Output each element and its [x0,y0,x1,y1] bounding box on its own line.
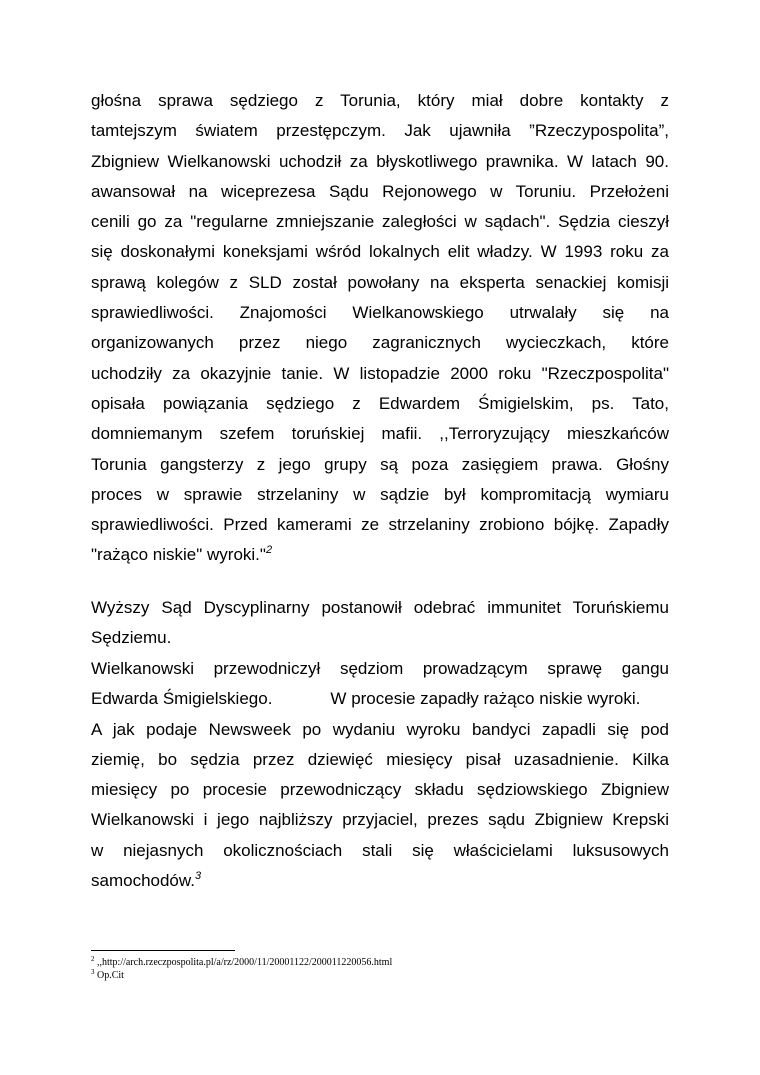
footnote-separator [91,950,235,951]
footnote [91,956,392,969]
text-line: domniemanym szefem toruńskiej mafii. ,,Terroryzujący mieszkańców [91,424,669,444]
paragraph-gang-trial [91,654,669,896]
text-line: Wielkanowski przewodniczył sędziom prowadzącym sprawę gangu [91,659,669,678]
text-fragment: "rażąco niskie" wyroki." [91,545,266,565]
text-line: cenili go za "regularne zmniejszanie zaległości w sądach". Sędzia cieszył [91,212,669,232]
text-line-split [91,684,669,714]
paragraph-disciplinary-court [91,593,669,654]
text-line-last [91,540,669,570]
text-line: sprawiedliwości. Przed kamerami ze strzelaniny zrobiono bójkę. Zapadły [91,515,669,535]
text-line: Wielkanowski i jego najbliższy przyjaciel, prezes sądu Zbigniew Krepski [91,810,669,830]
text-line: Wyższy Sąd Dyscyplinarny postanowił odebrać immunitet Toruńskiemu [91,598,669,617]
text-line: organizowanych przez niego zagranicznych wycieczkach, które [91,333,669,353]
text-line: sprawiedliwości. Znajomości Wielkanowskiego utrwalały się na [91,303,669,323]
text-line: miesięcy po procesie przewodniczący składu sędziowskiego Zbigniew [91,780,669,800]
text-line-last [91,866,669,896]
text-fragment: W procesie zapadły rażąco niskie wyroki. [330,689,641,709]
paragraph-toruń-judge [91,86,669,571]
text-fragment: Edwarda Śmigielskiego. [91,689,273,709]
text-line: A jak podaje Newsweek po wydaniu wyroku bandyci zapadli się pod [91,719,669,739]
footnote-reference[interactable]: 2 [265,544,273,557]
text-line: tamtejszym światem przestępczym. Jak ujawniła ”Rzeczypospolita”, [91,121,669,141]
footnote-text: Op.Cit [97,970,124,981]
footnotes [91,956,392,982]
text-line: uchodziły za okazyjnie tanie. W listopadzie 2000 roku "Rzeczpospolita" [91,363,669,383]
footnote-reference[interactable]: 3 [194,870,202,883]
text-line: sprawą kolegów z SLD został powołany na eksperta senackiej komisji [91,272,669,292]
text-line: w niejasnych okolicznościach stali się właścicielami luksusowych [91,840,669,860]
text-line: głośna sprawa sędziego z Torunia, który miał dobre kontakty z [91,91,669,110]
text-line: proces w sprawie strzelaniny w sądzie był kompromitacją wymiaru [91,484,669,504]
text-line: Torunia gangsterzy z jego grupy są poza zasięgiem prawa. Głośny [91,454,669,474]
text-line: awansował na wiceprezesa Sądu Rejonowego w Toruniu. Przełożeni [91,181,669,201]
footnote-link[interactable]: ,,http://arch.rzeczpospolita.pl/a/rz/2000/11/20001122/200011220056.html [97,957,393,968]
text-line: ziemię, bo sędzia przez dziewięć miesięcy pisał uzasadnienie. Kilka [91,749,669,769]
footnote [91,969,392,982]
text-line: Zbigniew Wielkanowski uchodził za błyskotliwego prawnika. W latach 90. [91,151,669,171]
text-line: się doskonałymi koneksjami wśród lokalnych elit władzy. W 1993 roku za [91,242,669,262]
footnote-number: 2 [91,955,95,963]
text-line: opisała powiązania sędziego z Edwardem Śmigielskim, ps. Tato, [91,393,669,413]
footnote-number: 3 [91,968,95,976]
text-fragment: samochodów. [91,871,195,891]
text-line-last: Sędziemu. [91,628,172,648]
